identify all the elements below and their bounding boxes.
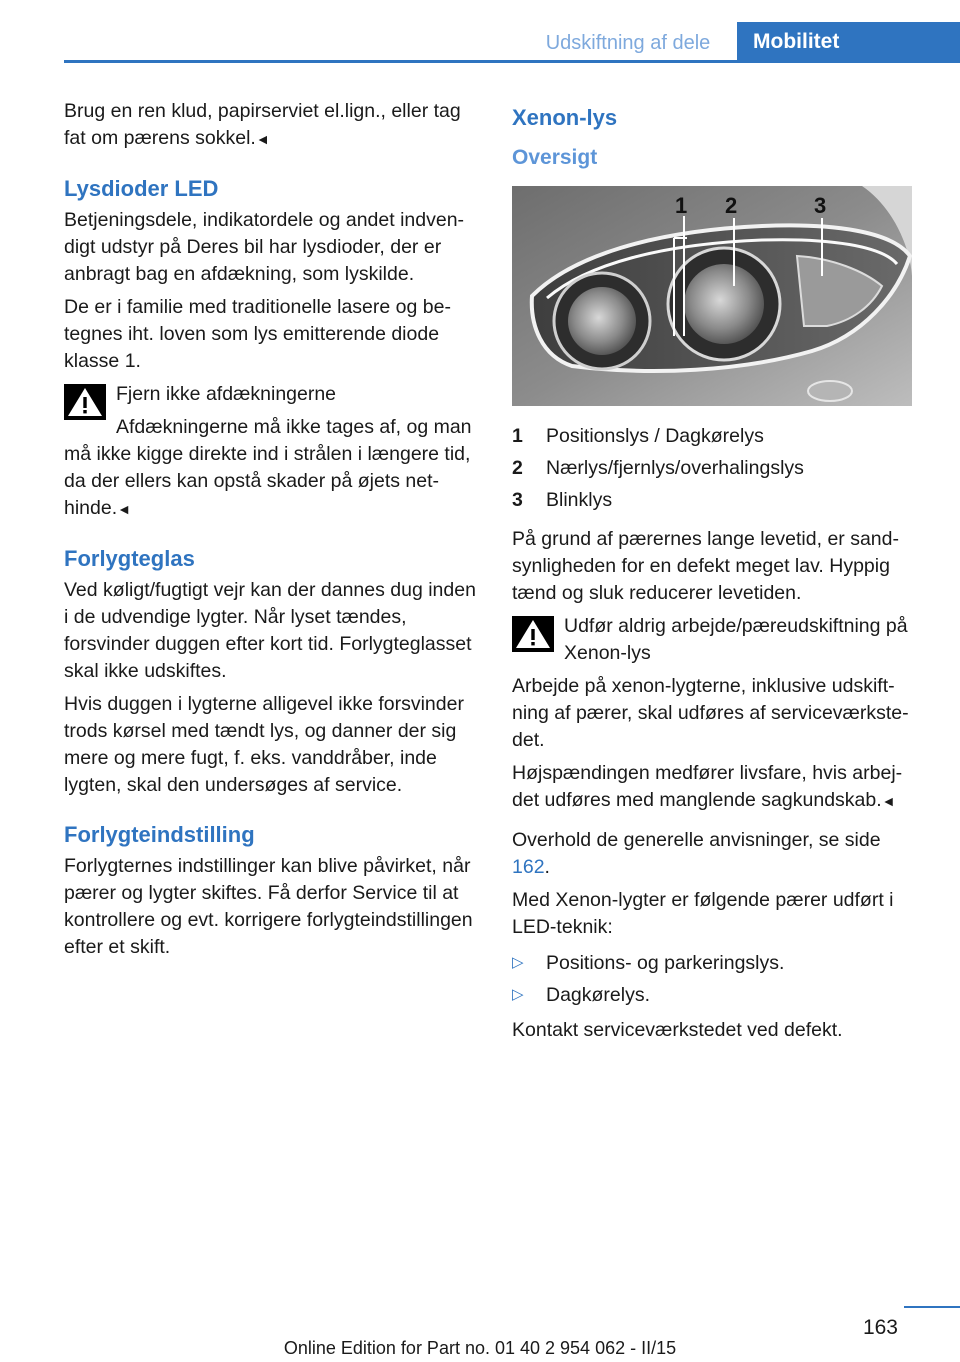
figure-legend	[512, 420, 922, 516]
legend-item: 2 Nærlys/fjernlys/overhalingslys	[512, 457, 804, 479]
list-item: ▷ Dagkørelys.	[512, 979, 922, 1011]
led-warning-text: Afdækningerne må ikke tages af, og man må ikke kigge direkte ind i strålen i længere tid, da der ellers kan opstå skader på øjets nethinde.◄	[64, 416, 472, 519]
lifetime-paragraph: På grund af pærernes lange levetid, er sandsynligheden for en defekt meget lav. Hyppig tænd og sluk reducerer levetiden.	[512, 528, 899, 604]
glass-paragraph-1: Ved køligt/fugtigt vejr kan der dannes dug inden i de udvendige lygter. Når lyset tændes, forsvinder duggen efter kort tid. Forlygteglasset skal ikke udskiftes.	[64, 579, 476, 682]
contact-paragraph: Kontakt serviceværkstedet ved defekt.	[512, 1019, 843, 1041]
bullet-triangle-icon: ▷	[512, 986, 524, 1003]
legend-item: 3 Blinklys	[512, 489, 613, 511]
glass-paragraph-2: Hvis duggen i lygterne alligevel ikke forsvinder trods kørsel med tændt lys, og danner der sig mere og mere fugt, f. eks. vanddråber, inde lygten, skal den undersøges af service.	[64, 693, 464, 796]
footer-rule	[904, 1306, 960, 1308]
warning-icon	[512, 616, 554, 652]
xenon-warning	[512, 613, 922, 667]
led-warning	[64, 381, 482, 523]
led-paragraph-2: De er i familie med traditionelle lasere og betegnes iht. loven som lys emitterende diode klasse 1.	[64, 296, 451, 372]
callout-2: 2	[725, 193, 738, 218]
overview-subheading: Oversigt	[512, 146, 598, 169]
page-number: 163	[862, 1316, 898, 1339]
led-warning-title: Fjern ikke afdækningerne	[116, 383, 337, 405]
adjust-paragraph: Forlygternes indstillinger kan blive påvirket, når pærer og lygter skiftes. Få derfor Service til at kontrollere og evt. korrigere forlygteindstillingen efter et skift.	[64, 855, 473, 958]
end-mark-icon: ◄	[117, 501, 131, 517]
header-rule	[64, 60, 960, 63]
intro-paragraph: Brug en ren klud, papirserviet el.lign., eller tag fat om pærens sokkel.◄	[64, 100, 461, 149]
end-mark-icon: ◄	[881, 793, 896, 809]
led-technique-paragraph: Med Xenon-lygter er følgende pærer udført i LED-teknik:	[512, 889, 894, 938]
adjust-heading: Forlygteindstilling	[64, 822, 255, 847]
xenon-warning-title: Udfør aldrig arbejde/pæreudskiftning på Xenon-lys	[564, 615, 908, 664]
bullet-triangle-icon: ▷	[512, 954, 524, 971]
header-chapter-tab: Mobilitet	[737, 22, 960, 60]
headlight-figure	[512, 186, 912, 406]
high-voltage-paragraph: Højspændingen medfører livsfare, hvis arbejdet udføres med manglende sagkundskab.◄	[512, 762, 903, 811]
warning-icon	[64, 384, 106, 420]
callout-1: 1	[675, 193, 688, 218]
legend-item: 1 Positionslys / Dagkørelys	[512, 425, 764, 447]
right-column	[512, 98, 922, 1050]
led-paragraph-1: Betjeningsdele, indikatordele og andet indvendigt udstyr på Deres bil har lysdioder, der er anbragt bag en afdækning, som lyskilde.	[64, 209, 465, 285]
callout-3: 3	[814, 193, 827, 218]
left-column	[64, 98, 482, 967]
end-mark-icon: ◄	[255, 131, 270, 147]
glass-heading: Forlygteglas	[64, 546, 195, 571]
list-item: ▷ Positions- og parkeringslys.	[512, 947, 922, 979]
page-link-162[interactable]: 162	[512, 856, 545, 878]
header-section-title: Udskiftning af dele	[545, 32, 711, 54]
edition-line: Online Edition for Part no. 01 40 2 954 062 - II/15	[283, 1338, 677, 1358]
led-bullet-list	[512, 947, 922, 1011]
led-heading: Lysdioder LED	[64, 176, 219, 201]
reference-paragraph: Overhold de generelle anvisninger, se side 162.	[512, 829, 881, 878]
xenon-warning-text: Arbejde på xenon-lygterne, inklusive udskiftning af pærer, skal udføres af serviceværkstedet.	[512, 675, 909, 751]
xenon-heading: Xenon-lys	[512, 105, 618, 130]
